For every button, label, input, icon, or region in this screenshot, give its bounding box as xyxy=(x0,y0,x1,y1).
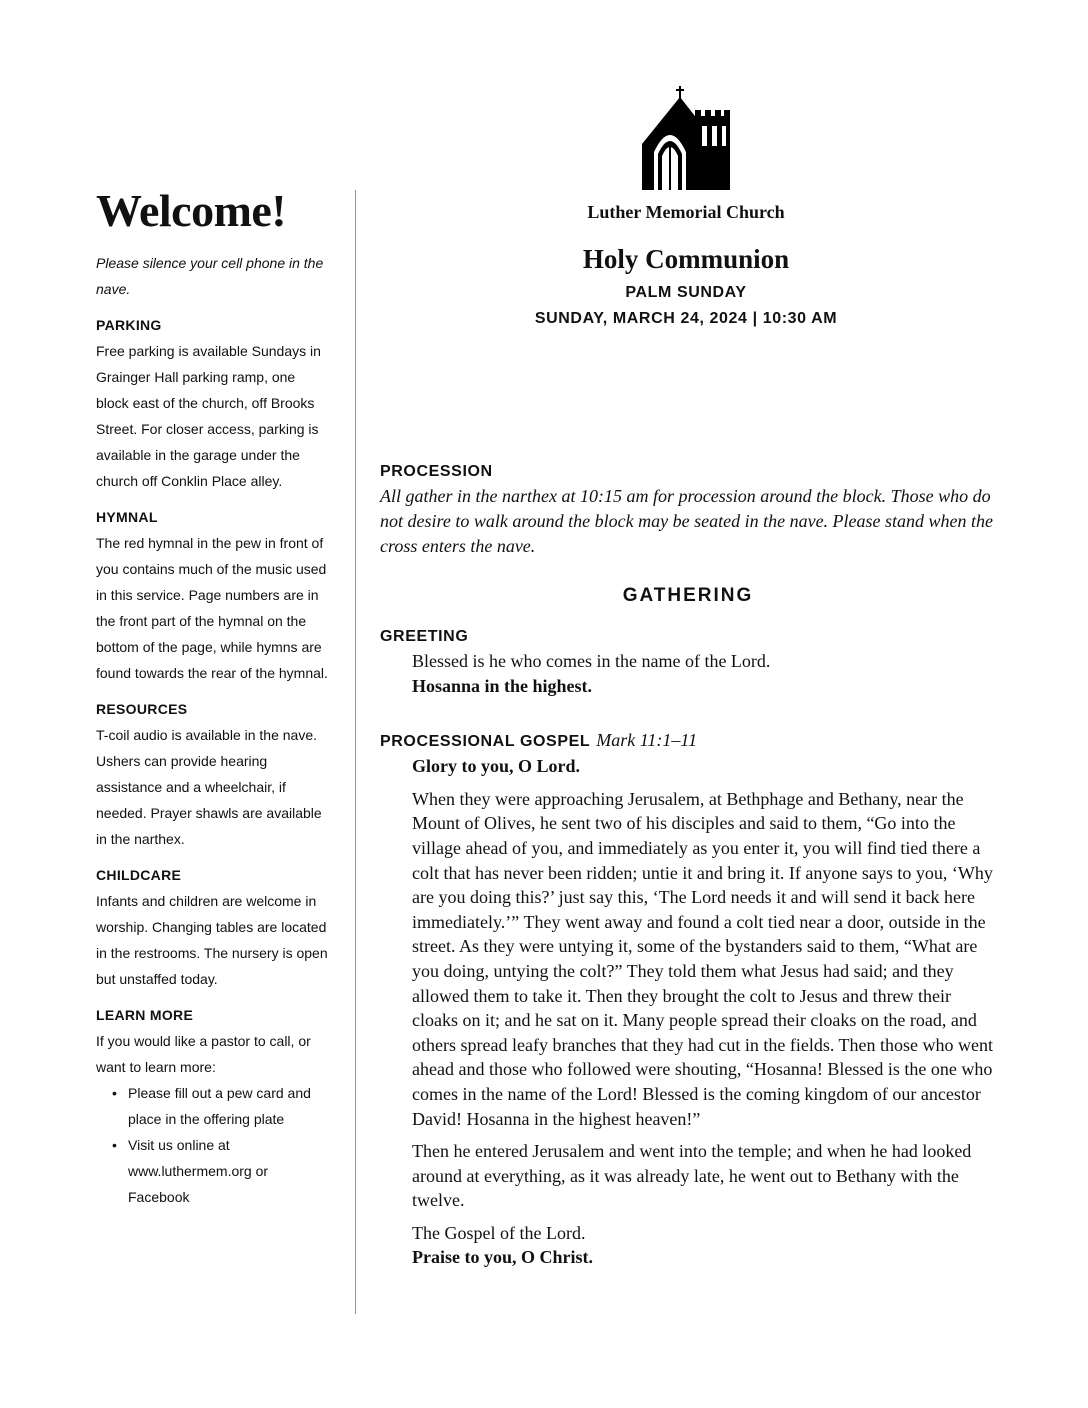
parking-heading: PARKING xyxy=(96,317,162,333)
greeting-leader: Blessed is he who comes in the name of the Lord. xyxy=(412,651,771,671)
parking-text: Free parking is available Sundays in Grainger Hall parking ramp, one block east of the church, off Brooks Street. For closer access, parking is available in the garage under the church off Conklin Place alley. xyxy=(96,343,321,489)
resources-text: T-coil audio is available in the nave. Ushers can provide hearing assistance and a wheelchair, if needed. Prayer shawls are available in the narthex. xyxy=(96,727,322,847)
column-divider xyxy=(355,190,356,1314)
service-date: SUNDAY, MARCH 24, 2024 | 10:30 AM xyxy=(534,310,838,327)
gospel-paragraph: Then he entered Jerusalem and went into the temple; and when he had looked around at everything, as it was already late, he went out to Bethany with the twelve. xyxy=(412,1141,972,1211)
hymnal-heading: HYMNAL xyxy=(96,509,158,525)
welcome-sidebar xyxy=(96,186,328,1210)
list-item: • Please fill out a pew card and place in the offering plate xyxy=(112,1080,328,1132)
order-of-worship xyxy=(380,460,996,1270)
cell-phone-note: Please silence your cell phone in the nave. xyxy=(96,255,324,297)
church-building-icon xyxy=(640,86,732,190)
gathering-title: GATHERING xyxy=(622,585,754,606)
list-item: • Visit us online at www.luthermem.org or Facebook xyxy=(112,1132,328,1210)
childcare-heading: CHILDCARE xyxy=(96,867,182,883)
resources-heading: RESOURCES xyxy=(96,701,188,717)
service-day: PALM SUNDAY xyxy=(625,284,747,301)
procession-text: All gather in the narthex at 10:15 am for procession around the block. Those who do not desire to walk around the block may be seated in the nave. Please stand when the cross enters the nave. xyxy=(380,486,994,556)
childcare-text: Infants and children are welcome in worship. Changing tables are located in the restrooms. The nursery is open but unstaffed today. xyxy=(96,893,328,987)
learn-more-list xyxy=(96,1080,328,1210)
gospel-heading-label: PROCESSIONAL GOSPEL xyxy=(380,733,591,751)
hymnal-text: The red hymnal in the pew in front of you contains much of the music used in this service. Page numbers are in the front part of the hymnal on the bottom of the page, while hymns are found towards the rear of the hymnal. xyxy=(96,535,328,681)
learn-more-heading: LEARN MORE xyxy=(96,1007,194,1023)
church-name: Luther Memorial Church xyxy=(587,202,785,222)
gospel-closing: The Gospel of the Lord. xyxy=(412,1222,586,1243)
greeting-heading: GREETING xyxy=(380,628,469,645)
gospel-response-close: Praise to you, O Christ. xyxy=(412,1247,593,1268)
gospel-reference: Mark 11:1–11 xyxy=(596,730,698,751)
greeting-response: Hosanna in the highest. xyxy=(412,675,593,696)
gospel-response-open: Glory to you, O Lord. xyxy=(412,756,581,777)
gospel-paragraph: When they were approaching Jerusalem, at Bethphage and Bethany, near the Mount of Olives, he sent two of his disciples and said to them, “Go into the village ahead of you, and immediately as you enter it, you will find tied there a colt that has never been ridden; untie it and bring it. If anyone says to you, ‘Why are you doing this?’ just say this, ‘The Lord needs it and will send it back here immediately.’” They went away and found a colt tied near a door, outside in the street. As they were untying it, some of the bystanders said to them, “What are you doing, untying the colt?” They told them what Jesus had said; and they allowed them to take it. Then they brought the colt to Jesus and threw their cloaks on it; and he sat on it. Many people spread their cloaks on the road, and others spread leafy branches that they had cut in the fields. Then those who went ahead and those who followed were shouting, “Hosanna! Blessed is the one who comes in the name of the Lord! Blessed is the coming kingdom of our ancestor David! Hosanna in the highest heaven!” xyxy=(412,788,993,1129)
learn-more-text: If you would like a pastor to call, or want to learn more: xyxy=(96,1033,311,1075)
procession-heading: PROCESSION xyxy=(380,463,493,480)
gospel-heading xyxy=(380,728,996,754)
welcome-title: Welcome! xyxy=(96,185,287,236)
service-title: Holy Communion xyxy=(582,244,790,274)
